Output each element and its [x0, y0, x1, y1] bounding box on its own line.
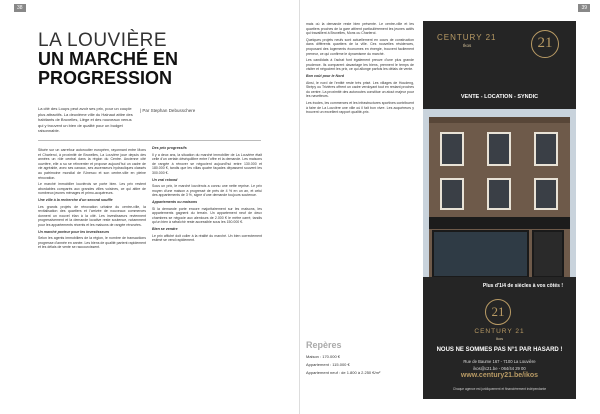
subheading: Un marché porteur pour les investisseurs — [38, 229, 110, 234]
subheading: Bien se vendre — [152, 226, 178, 231]
paragraph: Si la demande porte encore majoritairement sur les maisons, les appartements gagnent du terrain. Un appartement neuf de deux chambres se négocie aux alentours de 2.000 € le mètre carré, tandis qu'un bien à rafraîchir reste accessible sous les 150.000 €. — [152, 206, 262, 225]
references-title: Repères — [306, 340, 342, 350]
storefront-illustration — [423, 109, 576, 277]
ad-contact: ikos@c21.be - 064/44 29 00 — [473, 366, 526, 371]
cornice — [429, 117, 570, 123]
article-title: UN MARCHÉ EN PROGRESSION — [38, 49, 179, 88]
article-column-1 — [38, 148, 146, 252]
ad-disclaimer: Chaque agence est juridiquement et financièrement indépendante — [452, 387, 547, 391]
reference-line: Maison : 170.000 € — [306, 354, 341, 359]
ad-headline: NOUS NE SOMMES PAS N°1 PAR HASARD ! — [436, 347, 563, 353]
window — [488, 133, 510, 165]
paragraph: mais où la demande reste bien présente. Le centre-ville et les quartiers proches de la gare attirent particulièrement les jeunes actifs qui travaillent à Bruxelles, Mons ou Charleroi. — [306, 22, 414, 36]
window — [441, 179, 463, 209]
article-column-3 — [306, 22, 414, 117]
agency-storefront-photo — [423, 109, 576, 277]
ad-address: Rue de Baume 167 - 7100 La Louvière — [463, 359, 536, 364]
subheading: Appartements ou maisons — [152, 199, 198, 204]
shop-door — [533, 231, 563, 277]
paragraph: Les grands projets de rénovation urbaine du centre-ville, la revitalisation des quartiers et l'arrivée de nouveaux commerces donnent un nouvel élan à la cité. Les investisseurs reviennent progressivement et la demande locative reste soutenue, notamment pour les appartements récents et les maisons de rangée rénovées. — [38, 204, 146, 227]
subheading: Bon coût pour le Nord — [306, 73, 344, 78]
shop-window — [433, 231, 528, 277]
paragraph: Selon les agents immobiliers de la région, le nombre de transactions progresse d'année en année. Les biens de qualité partent rapidement et les délais de vente se raccourcissent. — [38, 236, 146, 250]
ad-tagline: VENTE - LOCATION - SYNDIC — [460, 94, 539, 100]
century21-advertisement — [423, 21, 576, 399]
century21-logo-icon: 21 — [531, 30, 559, 58]
reference-line: Appartement : 115.000 € — [306, 362, 350, 367]
intro-divider — [38, 140, 261, 141]
subheading: Une ville à la recherche d'un second souffle — [38, 197, 113, 202]
century21-logo-icon: 21 — [485, 299, 511, 325]
window — [535, 179, 557, 209]
ad-brand-bottom-sub: Ikos — [495, 336, 504, 341]
paragraph: Les candidats à l'achat font également preuve d'une plus grande prudence. Ils comparent davantage les biens, prennent le temps de visiter et négocient les prix, ce qui allonge parfois les délais de vente. — [306, 58, 414, 72]
page-number-right: 39 — [578, 4, 590, 12]
article-column-2 — [152, 144, 262, 245]
paragraph: Le marché immobilier louviérois se porte bien. Les prix restent abordables comparés aux grandes villes voisines, ce qui attire de nombreux jeunes ménages et primo-acquéreurs. — [38, 182, 146, 196]
references-box — [306, 340, 416, 378]
paragraph: Le prix affiché doit coller à la réalité du marché. Un bien correctement estimé se vend rapidement. — [152, 233, 262, 243]
paragraph: Située sur un carrefour autoroutier européen, rayonnant entre Mons et Charleroi, à proximité de Bruxelles, La Louvière joue depuis des années un rôle central dans la région du Centre. Ancienne cité ouvrière, elle a su se réinventer et propose aujourd'hui un cadre de vie agréable, avec ses canaux, ses ascenseurs hydrauliques classés au patrimoine mondial de l'Unesco et son centre-ville en pleine rénovation. — [38, 148, 146, 180]
window — [441, 133, 463, 165]
page-number-left: 38 — [14, 4, 26, 12]
window — [535, 133, 557, 165]
shop-sign — [429, 217, 570, 229]
paragraph: Quelques projets neufs sont actuellement en cours de construction dans différents quartiers de la ville. Ces nouvelles résidences, proposant des logements économes en énergie, trouvent facilement preneur, ce qui confirme le dynamisme du marché. — [306, 37, 414, 56]
ad-slogan: Plus d'1/4 de siècles à vos côtés ! — [482, 283, 563, 289]
ad-website-link[interactable]: www.century21.be/ikos — [460, 372, 539, 379]
ad-brand: CENTURY 21 — [437, 33, 497, 42]
subheading: Des prix progressifs — [152, 146, 187, 150]
ad-brand-bottom: CENTURY 21 — [474, 328, 525, 335]
page-spine — [299, 0, 300, 414]
article-kicker: LA LOUVIÈRE — [38, 30, 168, 51]
paragraph: Il y a deux ans, la situation du marché immobilier de La Louvière était celle d'un certain déséquilibre entre l'offre et la demande. Les maisons de rangée à rénover se négocient aujourd'hui entre 130.000 et 180.000 €, tandis que les villas quatre façades dépassent souvent les 300.000 €. — [152, 152, 262, 175]
subheading: Un vrai rebond — [152, 177, 178, 182]
paragraph: Ainsi, le nord de l'entité reste très prisé. Les villages de Houdeng, Strépy ou Trivières offrent un cadre verdoyant tout en restant proches du centre. La proximité des autoroutes constitue un atout majeur pour les navetteurs. — [306, 80, 414, 99]
article-intro: La cité des Loups peut avoir ses prix, pour un couple plus attractifs. La deuxième ville du Hainaut attire des habitants de Bruxelles, Liège et des nouveaux venus qui y trouvent un bien de qualité pour un budget raisonnable. — [38, 106, 133, 133]
article-byline: | Par Stephan Debusschere — [140, 108, 196, 113]
ad-brand-sub: Ikos — [463, 43, 472, 48]
paragraph: Les écoles, les commerces et les infrastructures sportives contribuent à faire de La Louvière une ville où il fait bon vivre. Les acquéreurs y trouvent un excellent rapport qualité-prix. — [306, 100, 414, 115]
reference-line: Appartement neuf : de 1.800 à 2.250 €/m² — [306, 370, 381, 375]
paragraph: Sous un prix, le marché louviérois a connu une nette reprise. Le prix moyen d'une maison a progressé de près de 4 % en un an, et celui des appartements de 3 %, signe d'une demande toujours soutenue. — [152, 184, 262, 198]
window — [488, 179, 510, 209]
